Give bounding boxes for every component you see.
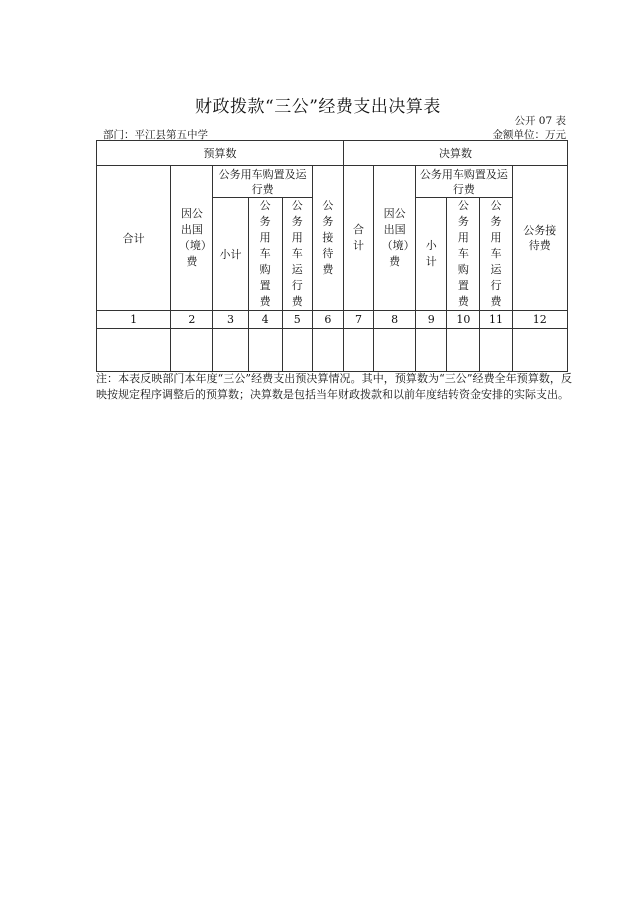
- footnote: 注：本表反映部门本年度“三公”经费支出预决算情况。其中，预算数为“三公”经费全年预算数，反映按规定程序调整后的预算数；决算数是包括当年财政拨款和以前年度结转资金安排的实际支出。: [96, 372, 572, 401]
- data-cell: [447, 329, 480, 372]
- header-budget-total: 合计: [97, 166, 171, 311]
- data-cell: [97, 329, 171, 372]
- column-number-row: [97, 311, 568, 329]
- header-budget-vehicle: 公务用车购置及运行费: [213, 166, 312, 198]
- col-number: 9: [416, 311, 447, 329]
- header-budget-abroad: 因公出国（境）费: [171, 166, 213, 311]
- table-row: [97, 329, 568, 372]
- form-number: 公开 07 表: [514, 115, 566, 127]
- header-budget: 预算数: [97, 141, 344, 166]
- data-cell: [343, 329, 373, 372]
- header-final-operation: 公务用车运行费: [480, 198, 512, 311]
- header-final-subtotal: 小计: [416, 198, 447, 311]
- col-number: 8: [374, 311, 416, 329]
- header-final-total: 合计: [343, 166, 373, 311]
- header-final-reception: 公务接待费: [512, 166, 567, 311]
- data-cell: [248, 329, 282, 372]
- col-number: 6: [312, 311, 343, 329]
- col-number: 12: [512, 311, 567, 329]
- department-label: 部门：平江县第五中学: [103, 129, 208, 141]
- data-cell: [374, 329, 416, 372]
- header-budget-operation: 公务用车运行费: [282, 198, 312, 311]
- header-final-purchase: 公务用车购置费: [447, 198, 480, 311]
- col-number: 3: [213, 311, 248, 329]
- header-final: 决算数: [343, 141, 567, 166]
- header-final-vehicle: 公务用车购置及运行费: [416, 166, 512, 198]
- header-budget-subtotal: 小计: [213, 198, 248, 311]
- data-cell: [480, 329, 512, 372]
- page-title: 财政拨款“三公”经费支出决算表: [195, 97, 441, 117]
- data-cell: [171, 329, 213, 372]
- data-cell: [416, 329, 447, 372]
- col-number: 5: [282, 311, 312, 329]
- col-number: 1: [97, 311, 171, 329]
- col-number: 7: [343, 311, 373, 329]
- col-number: 4: [248, 311, 282, 329]
- col-number: 11: [480, 311, 512, 329]
- col-number: 2: [171, 311, 213, 329]
- data-cell: [213, 329, 248, 372]
- header-final-abroad: 因公出国（境）费: [374, 166, 416, 311]
- data-cell: [312, 329, 343, 372]
- expenditure-table: [96, 140, 568, 372]
- header-budget-purchase: 公务用车购置费: [248, 198, 282, 311]
- unit-label: 金额单位：万元: [492, 129, 566, 141]
- data-cell: [282, 329, 312, 372]
- header-budget-reception: 公务接待费: [312, 166, 343, 311]
- data-cell: [512, 329, 567, 372]
- col-number: 10: [447, 311, 480, 329]
